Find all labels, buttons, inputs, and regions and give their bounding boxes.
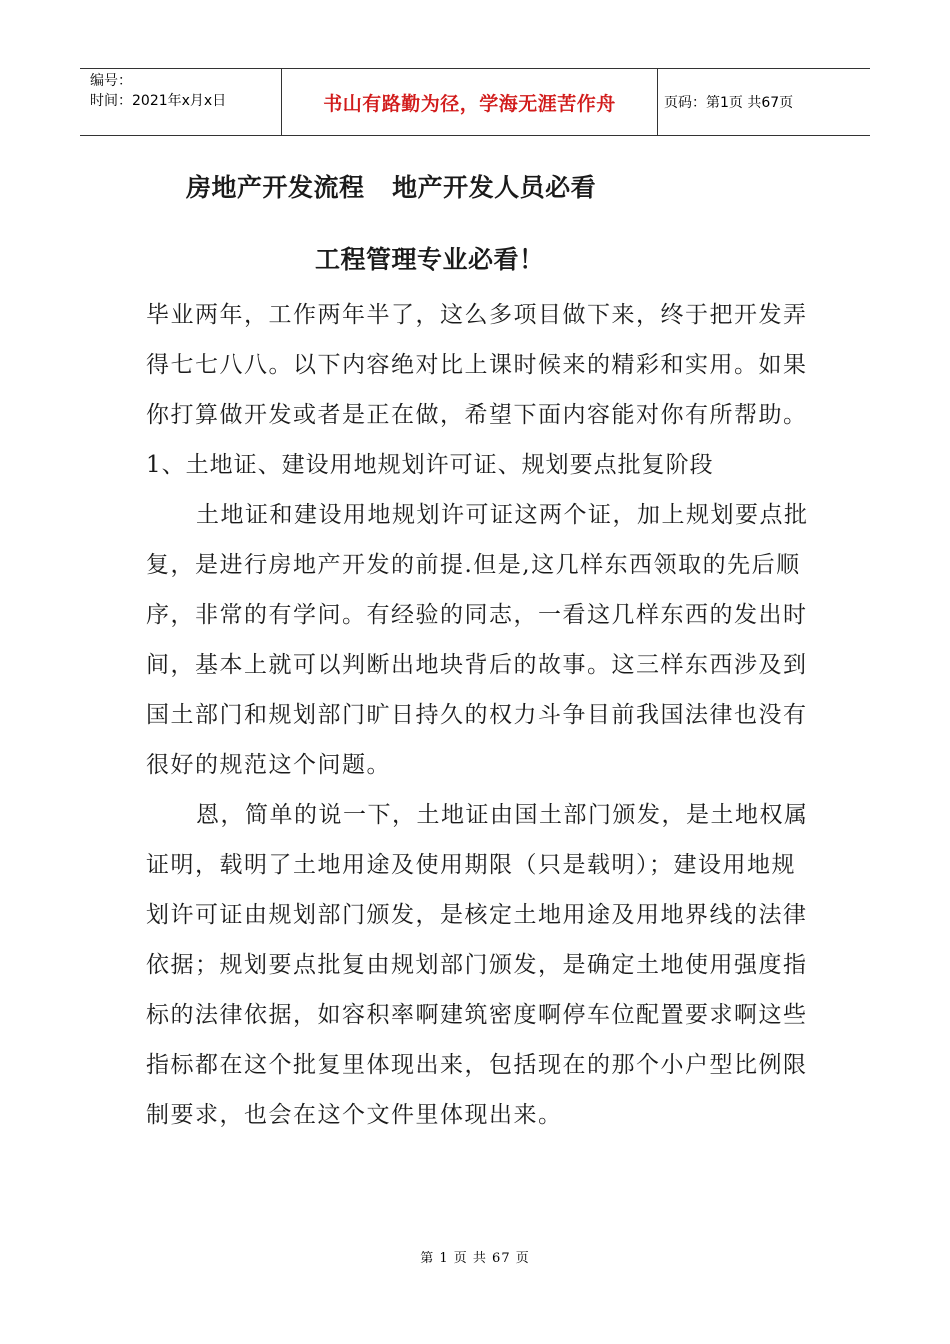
header-page-info: 页码：第1页 共67页: [664, 95, 794, 111]
header-motto: 书山有路勤为径，学海无涯苦作舟: [282, 69, 658, 135]
header-meta: [80, 69, 282, 135]
intro-paragraph: 毕业两年，工作两年半了，这么多项目做下来，终于把开发弄得七七八八。以下内容绝对比上课时候来的精彩和实用。如果你打算做开发或者是正在做，希望下面内容能对你有所帮助。: [146, 302, 808, 428]
document-title: 房地产开发流程 地产开发人员必看: [186, 173, 597, 202]
page-footer: 第 1 页 共 67 页: [420, 1251, 530, 1266]
document-body: [146, 290, 810, 1140]
document-number-label: 编号：: [90, 73, 132, 89]
document-time-label: 时间：2021年x月x日: [90, 93, 227, 109]
body-paragraph: 土地证和建设用地规划许可证这两个证，加上规划要点批复，是进行房地产开发的前提.但是,这几样东西领取的先后顺序，非常的有学问。有经验的同志，一看这几样东西的发出时间，基本上就可以判断出地块背后的故事。这三样东西涉及到国土部门和规划部门旷日持久的权力斗争目前我国法律也没有很好的规范这个问题。: [146, 502, 809, 778]
document-subtitle: 工程管理专业必看！: [315, 245, 545, 274]
header-table: [80, 68, 870, 136]
section-heading: 1、土地证、建设用地规划许可证、规划要点批复阶段: [146, 452, 714, 478]
body-paragraph: 恩，简单的说一下，土地证由国土部门颁发，是土地权属证明，载明了土地用途及使用期限（只是载明）；建设用地规划许可证由规划部门颁发，是核定土地用途及用地界线的法律依据；规划要点批复由规划部门颁发，是确定土地使用强度指标的法律依据，如容积率啊建筑密度啊停车位配置要求啊这些指标都在这个批复里体现出来，包括现在的那个小户型比例限制要求，也会在这个文件里体现出来。: [146, 802, 809, 1128]
